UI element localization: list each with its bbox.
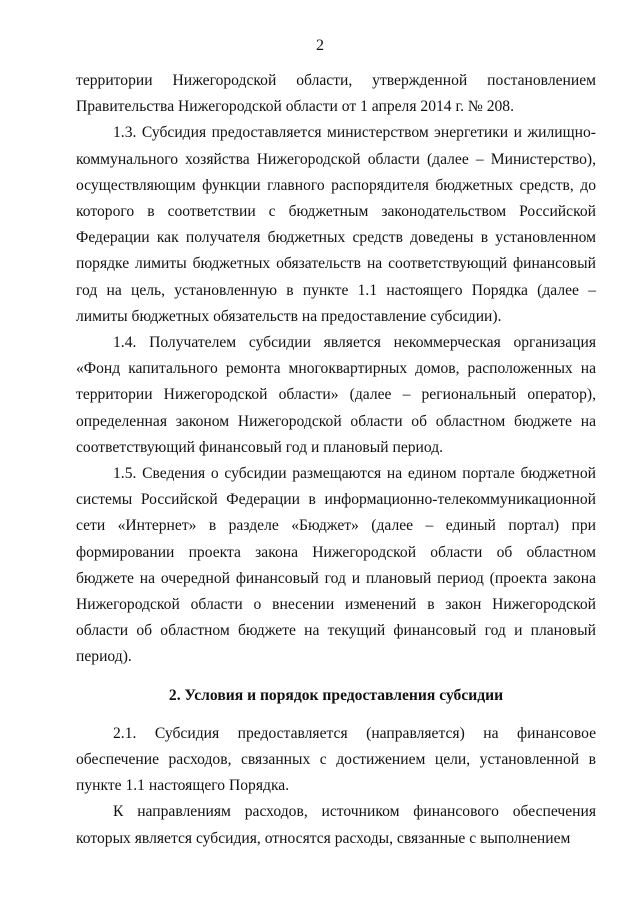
paragraph-expense-directions: К направлениям расходов, источником финансового обеспечения которых является субсидия, относятся расходы, связанные с выполнением [76,803,596,847]
document-body [76,68,596,852]
paragraph-1-5: 1.5. Сведения о субсидии размещаются на едином портале бюджетной системы Российской Федерации в информационно-телекоммуникационной сети «Интернет» в разделе «Бюджет» (далее – единый портал) при формировании проекта закона Нижегородской области об областном бюджете на очередной финансовый год и плановый период (проекта закона Нижегородской области о внесении изменений в закон Нижегородской области об областном бюджете на текущий финансовый год и плановый период). [76,465,596,666]
section-heading: 2. Условия и порядок предоставления субсидии [168,686,504,704]
paragraph-2-1: 2.1. Субсидия предоставляется (направляется) на финансовое обеспечение расходов, связанных с достижением цели, установленной в пункте 1.1 настоящего Порядка. [76,724,596,795]
page-number: 2 [316,37,324,54]
paragraph-1-4: 1.4. Получателем субсидии является некоммерческая организация «Фонд капитального ремонта многоквартирных домов, расположенных на территории Нижегородской области» (далее – региональный оператор), определенная законом Нижегородской области об областном бюджете на соответствующий финансовый год и плановый период. [76,334,596,456]
paragraph-1-3: 1.3. Субсидия предоставляется министерством энергетики и жилищно-коммунального хозяйства Нижегородской области (далее – Министерство), осуществляющим функции главного распорядителя бюджетных средств, до которого в соответствии с бюджетным законодательством Российской Федерации как получателя бюджетных средств доведены в установленном порядке лимиты бюджетных обязательств на соответствующий финансовый год на цель, установленную в пункте 1.1 настоящего Порядка (далее – лимиты бюджетных обязательств на предоставление субсидии). [76,124,596,325]
paragraph-continuation: территории Нижегородской области, утвержденной постановлением Правительства Нижегородской области от 1 апреля 2014 г. № 208. [76,72,596,116]
